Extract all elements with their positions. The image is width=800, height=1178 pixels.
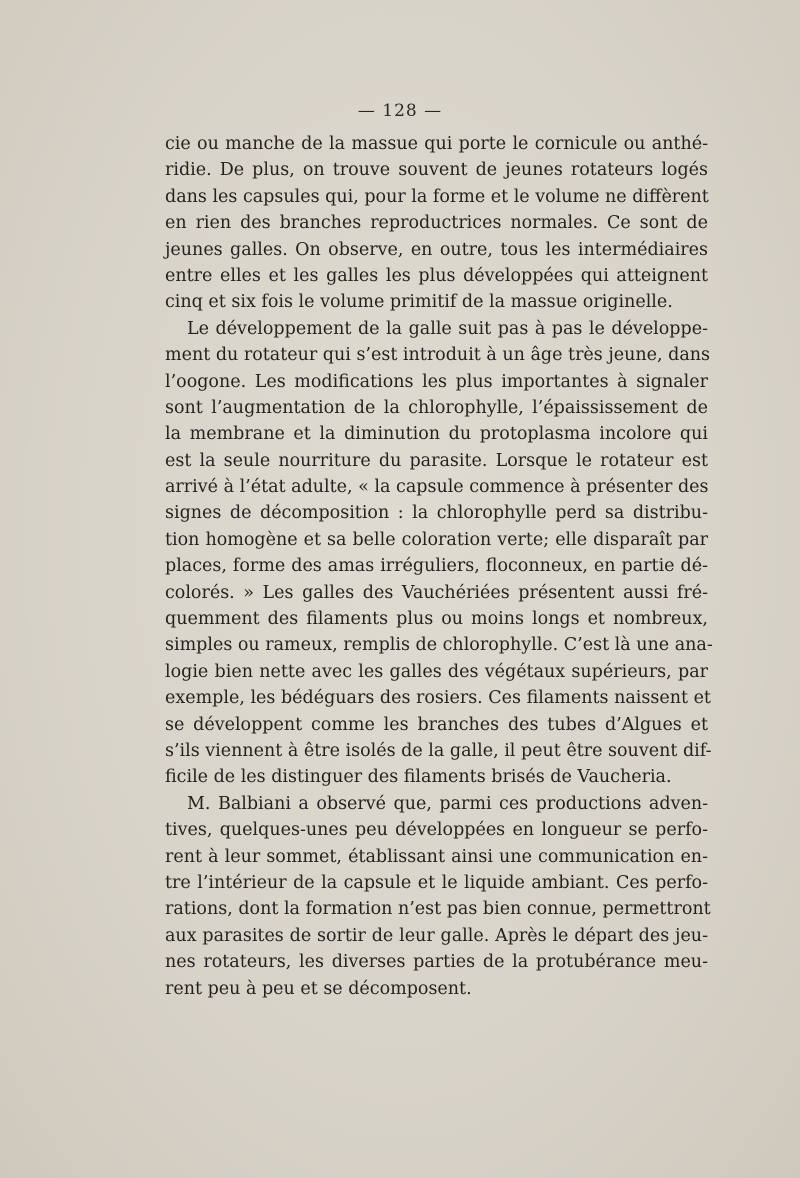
text-line: nes rotateurs, les diverses parties de la protubérance meu-: [165, 952, 708, 973]
text-line: quemment des filaments plus ou moins longs et nombreux,: [165, 609, 708, 630]
text-line: tre l’intérieur de la capsule et le liquide ambiant. Ces perfo-: [165, 872, 708, 893]
text-line: aux parasites de sortir de leur galle. Après le départ des jeu-: [165, 925, 708, 946]
text-line: s’ils viennent à être isolés de la galle, il peut être souvent dif-: [165, 740, 712, 761]
text-line: la membrane et la diminution du protoplasma incolore qui: [165, 424, 708, 445]
page-number: — 128 —: [357, 101, 443, 121]
text-line: entre elles et les galles les plus développées qui atteignent: [165, 265, 708, 286]
text-line: ridie. De plus, on trouve souvent de jeunes rotateurs logés: [165, 160, 708, 181]
text-line: rent à leur sommet, établissant ainsi une communication en-: [165, 846, 708, 867]
text-line: rations, dont la formation n’est pas bien connue, permettront: [165, 899, 711, 920]
text-line: tives, quelques-unes peu développées en longueur se perfo-: [165, 820, 708, 841]
text-line: Le développement de la galle suit pas à pas le développe-: [187, 318, 708, 339]
text-line: se développent comme les branches des tubes d’Algues et: [165, 714, 708, 735]
text-line: ment du rotateur qui s’est introduit à un âge très jeune, dans: [165, 345, 711, 366]
text-line: cinq et six fois le volume primitif de la massue originelle.: [165, 292, 673, 313]
text-line: ficile de les distinguer des filaments brisés de Vaucheria.: [165, 767, 672, 788]
text-line: arrivé à l’état adulte, « la capsule commence à présenter des: [165, 477, 709, 498]
text-line: est la seule nourriture du parasite. Lorsque le rotateur est: [165, 450, 708, 471]
text-line: jeunes galles. On observe, en outre, tous les intermédiaires: [165, 239, 708, 260]
text-line: places, forme des amas irréguliers, floconneux, en partie dé-: [165, 556, 708, 577]
text-line: colorés. » Les galles des Vauchériées présentent aussi fré-: [165, 582, 708, 603]
text-line: en rien des branches reproductrices normales. Ce sont de: [165, 213, 708, 234]
text-line: l’oogone. Les modifications les plus importantes à signaler: [165, 371, 708, 392]
text-line: exemple, les bédéguars des rosiers. Ces filaments naissent et: [165, 688, 711, 709]
text-line: dans les capsules qui, pour la forme et le volume ne diffèrent: [165, 186, 709, 207]
text-line: sont l’augmentation de la chlorophylle, l’épaississement de: [165, 397, 708, 418]
text-line: rent peu à peu et se décomposent.: [165, 978, 472, 999]
text-line: cie ou manche de la massue qui porte le cornicule ou anthé-: [165, 134, 708, 154]
body-text: [165, 131, 713, 1002]
text-line: signes de décomposition : la chlorophylle perd sa distribu-: [165, 503, 708, 524]
text-line: tion homogène et sa belle coloration verte; elle disparaît par: [165, 529, 708, 550]
text-line: logie bien nette avec les galles des végétaux supérieurs, par: [165, 661, 708, 682]
text-line: simples ou rameux, remplis de chlorophylle. C’est là une ana-: [165, 635, 713, 656]
text-line: M. Balbiani a observé que, parmi ces productions adven-: [187, 793, 708, 814]
